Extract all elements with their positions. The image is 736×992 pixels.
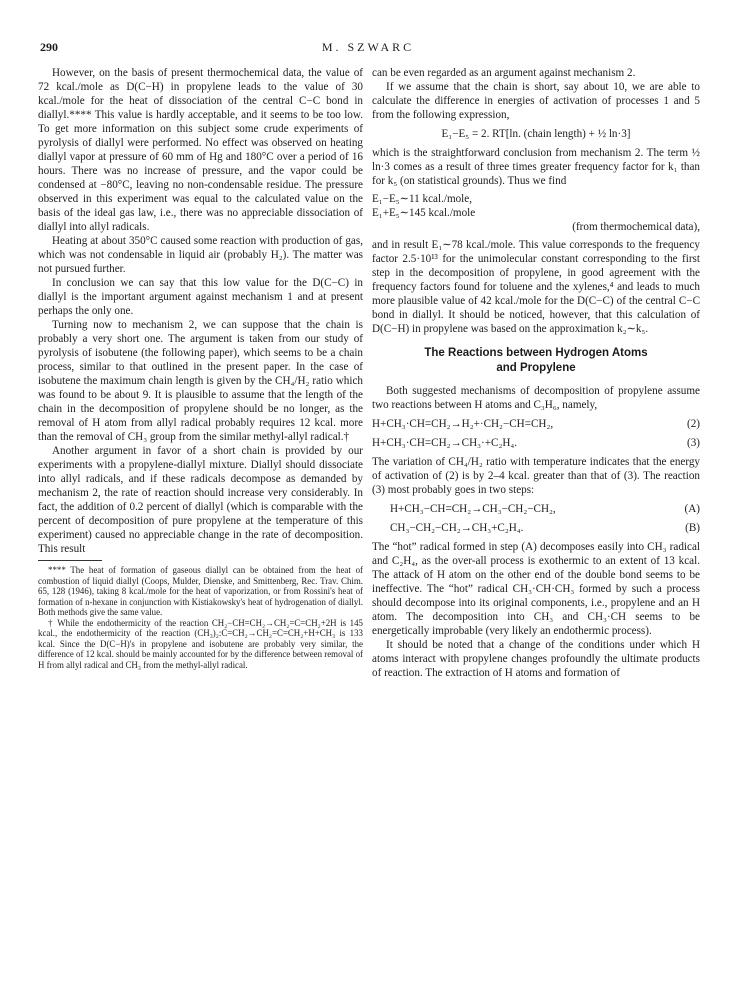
paragraph: Heating at about 350°C caused some reaction with production of gas, which was not condensable in liquid air (probably H₂). The matter was not pursued further. [38,235,363,275]
paragraph: However, on the basis of present thermochemical data, the value of 72 kcal./mole as D(C−H) in propylene leads to the value of 30 kcal./mole for the heat of dissociation of the central C−C bond in diallyl.**** This value is hardly acceptable, and it seems to be too low. To get more information on this subject some crude experiments of pyrolysis of diallyl were performed. No effect was observed on heating diallyl vapor at pressure of 60 mm of Hg and 180°C over a period of 16 hours. There was no increase of pressure, and the vapor could be condensed at −80°C, leaving no non-condensable residue. The pressure observed in this experiment was equal to the calculated value on the basis of the ideal gas law, i.e., there was no appreciable dissociation of diallyl into allyl radicals. [38,67,363,233]
paragraph: In conclusion we can say that this low value for the D(C−C) in diallyl is the important argument against mechanism 1 and at present perhaps the only one. [38,277,363,317]
paragraph: Both suggested mechanisms of decomposition of propylene assume two reactions between H atoms and C₃H₆, namely, [372,385,700,411]
equation-text: H+CH₃·CH=CH₂→H₂+·CH₂−CH=CH₂, [372,418,554,430]
result-line: E₁−E₅∼11 kcal./mole, [372,193,473,205]
section-title-line: The Reactions between Hydrogen Atoms [424,347,648,359]
equation-number: (B) [685,522,700,534]
equation [372,127,700,141]
results-block [372,192,700,234]
running-author: M. SZWARC [321,40,415,54]
equation-number: (3) [687,437,700,449]
equation-number: (2) [687,418,700,430]
paragraph: The “hot” radical formed in step (A) decomposes easily into CH₃ radical and C₂H₄, as the over-all process is exothermic to an extent of 13 kcal. The attack of H atom on the other end of the double bond seems to be ineffective. The “hot” radical CH₃·CH·CH₃ formed by such a process should decompose into its original components, i.e., propylene and an H atom. The decomposition into CH₃ and CH₃·CH seems to be energetically improbable (very likely an endothermic process). [372,541,700,637]
footnote: **** The heat of formation of gaseous diallyl can be obtained from the heat of combustion of liquid diallyl (Coops, Mulder, Dienske, and Smittenberg, Rec. Trav. Chim. 65, 128 (1946), taking 8 kcal./mole for the heat of vaporization, or from Rossini's heat of formation of n-hexane in conjunction with Kistiakowsky's heat of hydrogenation of diallyl. Both methods give the same value. [38,565,363,617]
paragraph: Another argument in favor of a short chain is provided by our experiments with a propylene-diallyl mixture. Diallyl should dissociate into allyl radicals, and if these radicals decompose as demanded by mechanism 2, the rate of reaction should increase very considerably. In fact, the addition of 0.2 percent of diallyl (which is comparable with the percent of decomposition of pure propylene at the temperature of this experiment) caused no appreciable change in the rate of decomposition. This result [38,445,363,555]
left-column [38,66,363,670]
section-title [372,346,700,376]
equation-text: CH₃−CH₂−CH₂→CH₃+C₂H₄. [390,522,524,534]
footnotes [38,565,363,670]
result-line: (from thermochemical data), [572,221,700,233]
paragraph: and in result E₁∼78 kcal./mole. This value corresponds to the frequency factor 2.5·10¹³ for the unimolecular constant corresponding to the first step in the decomposition of propylene, in good agreement with the frequency factors found for toluene and the xylenes,⁴ and leads to much more plausible value of 42 kcal./mole for the D(C−C) of the central C−C bond in diallyl. It should be noticed, however, that this calculation of D(C−H) in propylene was based on the approximation k₂∼k₅. [372,239,700,335]
page-number: 290 [40,40,58,54]
equation [372,417,700,431]
paragraph: can be even regarded as an argument against mechanism 2. [372,67,636,79]
paragraph: Turning now to mechanism 2, we can suppose that the chain is probably a very short one. The argument is taken from our study of pyrolysis of isobutene (the following paper), which seems to be a chain process, similar to that outlined in the present paper. In the case of isobutene the maximum chain length is given by the CH₄/H₂ ratio which was found to be about 9. It is plausible to assume that the length of the chain in the decomposition of propylene should be no longer, as the removal of H atom from allyl radical probably requires 12 kcal. more than the removal of CH₃ group from the similar methyl-allyl radical.† [38,319,363,443]
equation-text: H+CH₃−CH=CH₂→CH₃−CH₂−CH₂, [390,503,556,515]
page-header [40,40,696,58]
right-column [372,66,700,680]
equation-number: (A) [684,503,700,515]
result-line: E₁+E₅∼145 kcal./mole [372,207,476,219]
paragraph: If we assume that the chain is short, say about 10, we are able to calculate the difference in energies of activation of processes 1 and 5 from the following expression, [372,81,700,121]
footnote-rule [38,560,102,561]
equation-text: E₁−E₅ = 2. RT[ln. (chain length) + ½ ln·3] [441,128,631,140]
paragraph: It should be noted that a change of the conditions under which H atoms interact with propylene changes profoundly the ultimate products of reaction. The extraction of H atoms and formation of [372,639,700,679]
equation [372,502,700,516]
equation [372,521,700,535]
paragraph: which is the straightforward conclusion from mechanism 2. The term ½ ln·3 comes as a result of three times greater frequency factor for k₁ than for k₅ (on statistical grounds). Thus we find [372,147,700,187]
section-title-line: and Propylene [496,362,576,374]
paragraph: The variation of CH₄/H₂ ratio with temperature indicates that the energy of activation of (2) is by 2–4 kcal. greater than that of (3). The reaction (3) most probably goes in two steps: [372,456,700,496]
footnote: † While the endothermicity of the reaction CH₂−CH=CH₂→CH₂=C=CH₂+2H is 145 kcal., the endothermicity of the reaction (CH₃)₂:C=CH₂→CH₂=C=CH₂+H+CH₃ is 133 kcal. Since the D(C−H)'s in propylene and isobutene are probably very similar, the difference of 12 kcal. should be mainly accounted for by the difference between removal of H from allyl radical and CH₃ from the methyl-allyl radical. [38,617,363,670]
equation-text: H+CH₃·CH=CH₂→CH₃·+C₂H₄. [372,437,518,449]
equation [372,436,700,450]
